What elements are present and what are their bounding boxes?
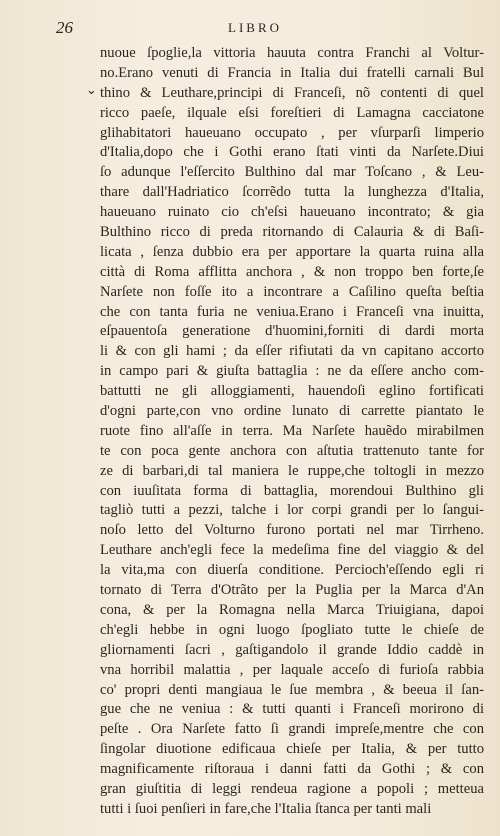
text-line: ze di barbari,di tal maniera le ruppe,che toltogli in mezzo (100, 462, 484, 479)
text-line: thino & Leuthare,principi di Franceſi, nõ contenti di quel (100, 84, 484, 101)
text-line: li & con gli hami ; da eſſer rifiutati da vn capitano accorto (100, 343, 484, 360)
text-line: co' propri denti mangiaua le ſue membra , & beeua il ſan- (100, 681, 484, 698)
text-line: ſo adunque l'eſſercito Bulthino dal mar Toſcano , & Leu- (100, 164, 484, 181)
text-line: nuoue ſpoglie,la vittoria hauuta contra Franchi al Voltur- (100, 45, 484, 61)
text-line: eſpauentoſa generatione d'huomini,forniti di dardi morta (100, 323, 484, 340)
text-line: ſingolar diuotione edificaua chieſe per Italia, & per tutto (100, 741, 484, 758)
body-text (100, 44, 484, 820)
text-line: d'Italia,dopo che i Gothi erano ſtati vinti da Narſete.Diui (100, 144, 484, 161)
text-line: Leuthare anch'egli fece la medeſima fine del viaggio & del (100, 542, 484, 559)
text-line: città di Roma afflitta anchora , & non troppo ben forte,ſe (100, 263, 484, 280)
text-line: te con poca gente anchora con aſtutia trattenuto tante for (100, 442, 484, 459)
text-line: con iuuſitata forma di battaglia, morendoui Bulthino gli (100, 482, 484, 499)
text-line: tutti i ſuoi penſieri in fare,che l'Italia ſtanca per tanti mali (100, 800, 432, 817)
text-line: d'ogni parte,con vno ordine lunato di carrette piantato le (100, 403, 484, 420)
text-line: magnificamente riſtoraua i danni fatti da Gothi ; & con (100, 761, 484, 778)
text-line: cona, & per la Romagna nella Marca Triuigiana, dapoi (100, 601, 484, 618)
text-line: noſo letto del Volturno furono portati nel mar Tirrheno. (100, 522, 484, 539)
text-line: tornato di Terra d'Otrãto per la Puglia per la Marca d'An (100, 582, 484, 599)
text-line: peſte . Ora Narſete fatto ſi grandi impreſe,mentre che con (100, 721, 484, 738)
text-line: tagliò tutti a pezzi, talche i lor corpi grandi per lo ſangui- (100, 502, 484, 519)
text-line: ruote fino all'aſſe in terra. Ma Narſete hauẽdo mirabilmen (100, 422, 484, 439)
text-line: glihabitatori haueuano occupato , per vſurparſi limperio (100, 124, 484, 141)
text-line: thare dall'Hadriatico ſcorrẽdo tutta la lunghezza d'Italia, (100, 184, 484, 201)
page-header (0, 18, 500, 38)
text-line: Narſete non foſſe ito a incontrare a Caſilino queſta beſtia (100, 283, 484, 300)
text-line: la vita,ma con diuerſa conditione. Percioch'eſſendo egli ri (100, 562, 484, 579)
text-line: battutti ne gli alloggiamenti, hauendoſi eglino fortificati (100, 383, 484, 400)
text-line: vna horribil malattia , per laquale acceſo di furioſa rabbia (100, 661, 484, 678)
text-line: ch'egli hebbe in ogni luogo ſpogliato tutte le chieſe de (100, 621, 484, 638)
margin-mark: ⌄ (86, 82, 97, 97)
text-line: che con tanta furia ne veniua.Erano i Franceſi vna inuitta, (100, 303, 484, 320)
text-line: gliornamenti ſacri , gaſtigandolo il grande Iddio caddè in (100, 641, 484, 658)
text-line: in campo pari & giuſta battaglia : ne da eſſere ancho com- (100, 363, 484, 380)
page-number: 26 (56, 18, 73, 37)
text-line: gran giuſtitia di leggi rendeua ragione a popoli ; metteua (100, 780, 484, 797)
text-line: ricco paeſe, ilquale eſsi foreſtieri di Lamagna cacciatone (100, 104, 484, 121)
text-line: no.Erano venuti di Francia in Italia dui fratelli carnali Bul (100, 64, 484, 81)
text-line: gue che ne veniua : & tutti quanti i Franceſi morirono di (100, 701, 484, 718)
text-line: licata , ſenza dubbio era per apportare la quarta ruina alla (100, 243, 484, 260)
running-head: LIBRO (228, 20, 282, 35)
text-line: haueuano ruinato cio ch'eſsi haueuano incontrato; & gia (100, 204, 484, 221)
text-line: Bulthino ricco di preda ritornando di Calauria & di Baſi- (100, 224, 484, 241)
